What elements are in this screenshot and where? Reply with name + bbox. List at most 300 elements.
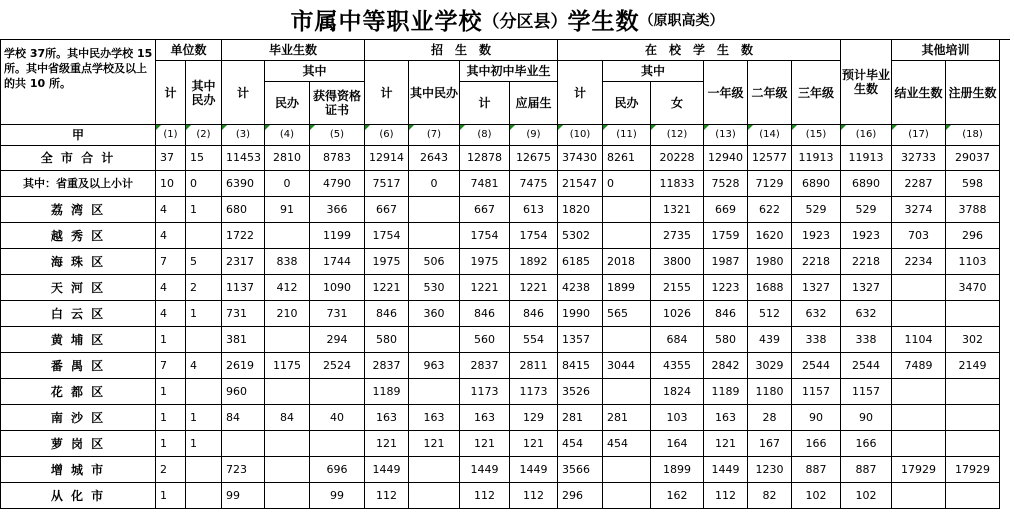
- row-label[interactable]: 全 市 合 计: [1, 146, 156, 171]
- table-cell[interactable]: 731: [222, 301, 265, 327]
- table-cell[interactable]: 1: [156, 327, 186, 353]
- table-cell[interactable]: 112: [365, 483, 409, 509]
- table-cell[interactable]: 0: [265, 171, 310, 197]
- table-cell[interactable]: 11913: [792, 146, 841, 171]
- row-label[interactable]: 荔 湾 区: [1, 197, 156, 223]
- table-cell[interactable]: [946, 405, 1000, 431]
- table-cell[interactable]: 1189: [704, 379, 748, 405]
- table-cell[interactable]: 163: [409, 405, 460, 431]
- table-cell[interactable]: 2811: [510, 353, 558, 379]
- table-cell[interactable]: 1759: [704, 223, 748, 249]
- table-cell[interactable]: 1899: [651, 457, 704, 483]
- table-cell[interactable]: 99: [222, 483, 265, 509]
- table-cell[interactable]: 4790: [310, 171, 365, 197]
- table-cell[interactable]: 1357: [558, 327, 603, 353]
- table-cell[interactable]: 11453: [222, 146, 265, 171]
- table-cell[interactable]: 103: [651, 405, 704, 431]
- table-cell[interactable]: 530: [409, 275, 460, 301]
- table-cell[interactable]: [310, 379, 365, 405]
- table-cell[interactable]: 1754: [460, 223, 510, 249]
- table-row: [1, 327, 1000, 353]
- table-row: [1, 223, 1000, 249]
- col-expected-graduates: 预计毕业生数: [841, 40, 892, 125]
- table-cell[interactable]: 2218: [792, 249, 841, 275]
- table-cell[interactable]: 4: [186, 353, 222, 379]
- table-cell[interactable]: 381: [222, 327, 265, 353]
- index-cell[interactable]: (6): [365, 125, 409, 146]
- table-cell[interactable]: 281: [603, 405, 651, 431]
- table-row: [1, 483, 1000, 509]
- table-cell[interactable]: 1722: [222, 223, 265, 249]
- index-cell[interactable]: (2): [186, 125, 222, 146]
- table-cell[interactable]: 8261: [603, 146, 651, 171]
- table-cell[interactable]: [265, 457, 310, 483]
- table-cell[interactable]: 7129: [748, 171, 792, 197]
- table-cell[interactable]: 580: [365, 327, 409, 353]
- table-cell[interactable]: 40: [310, 405, 365, 431]
- table-cell[interactable]: 1103: [946, 249, 1000, 275]
- row-label[interactable]: 海 珠 区: [1, 249, 156, 275]
- table-cell[interactable]: [892, 405, 946, 431]
- table-cell[interactable]: 28: [748, 405, 792, 431]
- table-cell[interactable]: 1975: [460, 249, 510, 275]
- table-cell[interactable]: 2735: [651, 223, 704, 249]
- table-cell[interactable]: 8415: [558, 353, 603, 379]
- table-cell[interactable]: [603, 483, 651, 509]
- table-cell[interactable]: 1: [186, 197, 222, 223]
- table-cell[interactable]: 11833: [651, 171, 704, 197]
- table-cell[interactable]: [603, 379, 651, 405]
- index-cell[interactable]: (13): [704, 125, 748, 146]
- table-cell[interactable]: 1175: [265, 353, 310, 379]
- table-cell[interactable]: 1223: [704, 275, 748, 301]
- table-cell[interactable]: [946, 301, 1000, 327]
- index-cell[interactable]: (14): [748, 125, 792, 146]
- table-cell[interactable]: 1221: [510, 275, 558, 301]
- table-cell[interactable]: 669: [704, 197, 748, 223]
- table-cell[interactable]: 12577: [748, 146, 792, 171]
- table-cell[interactable]: 2619: [222, 353, 265, 379]
- table-cell[interactable]: 102: [792, 483, 841, 509]
- table-cell[interactable]: 6890: [792, 171, 841, 197]
- table-cell[interactable]: 838: [265, 249, 310, 275]
- table-cell[interactable]: 0: [603, 171, 651, 197]
- index-cell[interactable]: (17): [892, 125, 946, 146]
- table-cell[interactable]: [265, 223, 310, 249]
- table-cell[interactable]: 167: [748, 431, 792, 457]
- table-cell[interactable]: 4: [156, 197, 186, 223]
- table-cell[interactable]: 99: [310, 483, 365, 509]
- table-cell[interactable]: [603, 457, 651, 483]
- table-cell[interactable]: 366: [310, 197, 365, 223]
- table-cell[interactable]: 529: [792, 197, 841, 223]
- index-cell[interactable]: (7): [409, 125, 460, 146]
- col-unit-total: 计: [156, 61, 186, 125]
- table-cell[interactable]: 1157: [792, 379, 841, 405]
- table-cell[interactable]: 84: [265, 405, 310, 431]
- table-cell[interactable]: 1923: [841, 223, 892, 249]
- index-cell[interactable]: (9): [510, 125, 558, 146]
- table-cell[interactable]: 7: [156, 353, 186, 379]
- table-cell[interactable]: 2643: [409, 146, 460, 171]
- table-cell[interactable]: 112: [460, 483, 510, 509]
- table-cell[interactable]: 846: [365, 301, 409, 327]
- table-cell[interactable]: 4: [156, 223, 186, 249]
- table-cell[interactable]: 296: [946, 223, 1000, 249]
- table-cell[interactable]: [265, 327, 310, 353]
- table-cell[interactable]: 294: [310, 327, 365, 353]
- table-cell[interactable]: 121: [409, 431, 460, 457]
- table-cell[interactable]: 5302: [558, 223, 603, 249]
- table-cell[interactable]: 1173: [510, 379, 558, 405]
- index-cell[interactable]: (12): [651, 125, 704, 146]
- table-cell[interactable]: 1: [156, 483, 186, 509]
- table-cell[interactable]: 2149: [946, 353, 1000, 379]
- table-cell[interactable]: 1: [186, 405, 222, 431]
- col-grade2: 二年级: [748, 61, 792, 125]
- table-cell[interactable]: 632: [792, 301, 841, 327]
- table-cell[interactable]: 1327: [792, 275, 841, 301]
- table-cell[interactable]: 338: [792, 327, 841, 353]
- table-cell[interactable]: 5: [186, 249, 222, 275]
- table-cell[interactable]: [892, 275, 946, 301]
- table-cell[interactable]: 7517: [365, 171, 409, 197]
- table-cell[interactable]: 129: [510, 405, 558, 431]
- table-cell[interactable]: 1688: [748, 275, 792, 301]
- table-cell[interactable]: 281: [558, 405, 603, 431]
- table-cell[interactable]: 7528: [704, 171, 748, 197]
- table-cell[interactable]: 696: [310, 457, 365, 483]
- table-cell[interactable]: 2317: [222, 249, 265, 275]
- table-cell[interactable]: 210: [265, 301, 310, 327]
- table-cell[interactable]: 1449: [510, 457, 558, 483]
- table-cell[interactable]: 84: [222, 405, 265, 431]
- table-cell[interactable]: 1221: [460, 275, 510, 301]
- row-label[interactable]: 天 河 区: [1, 275, 156, 301]
- table-cell[interactable]: 1199: [310, 223, 365, 249]
- table-cell[interactable]: 554: [510, 327, 558, 353]
- table-cell[interactable]: 1899: [603, 275, 651, 301]
- table-cell[interactable]: 7475: [510, 171, 558, 197]
- table-cell[interactable]: 529: [841, 197, 892, 223]
- index-cell[interactable]: (8): [460, 125, 510, 146]
- table-cell[interactable]: 598: [946, 171, 1000, 197]
- table-cell[interactable]: 1104: [892, 327, 946, 353]
- table-cell[interactable]: 164: [651, 431, 704, 457]
- table-cell[interactable]: 82: [748, 483, 792, 509]
- table-cell[interactable]: [946, 483, 1000, 509]
- table-cell[interactable]: 29037: [946, 146, 1000, 171]
- table-cell[interactable]: [892, 431, 946, 457]
- table-cell[interactable]: 20228: [651, 146, 704, 171]
- table-cell[interactable]: 1: [156, 405, 186, 431]
- index-cell[interactable]: (5): [310, 125, 365, 146]
- page-title-suffix: 学生数: [567, 8, 640, 35]
- table-cell[interactable]: 32733: [892, 146, 946, 171]
- table-cell[interactable]: 6390: [222, 171, 265, 197]
- table-cell[interactable]: 560: [460, 327, 510, 353]
- table-cell[interactable]: 3274: [892, 197, 946, 223]
- table-cell[interactable]: 3566: [558, 457, 603, 483]
- table-cell[interactable]: 11913: [841, 146, 892, 171]
- table-cell[interactable]: 667: [460, 197, 510, 223]
- table-cell[interactable]: 580: [704, 327, 748, 353]
- index-cell[interactable]: (3): [222, 125, 265, 146]
- table-cell[interactable]: 1620: [748, 223, 792, 249]
- index-cell[interactable]: (10): [558, 125, 603, 146]
- table-cell[interactable]: 846: [704, 301, 748, 327]
- table-cell[interactable]: [265, 483, 310, 509]
- table-cell[interactable]: 2234: [892, 249, 946, 275]
- table-cell[interactable]: 846: [510, 301, 558, 327]
- row-label[interactable]: 番 禺 区: [1, 353, 156, 379]
- table-cell[interactable]: [409, 223, 460, 249]
- row-label[interactable]: 增 城 市: [1, 457, 156, 483]
- index-cell[interactable]: (15): [792, 125, 841, 146]
- table-row: [1, 405, 1000, 431]
- table-cell[interactable]: 506: [409, 249, 460, 275]
- group-in-school: 在 校 学 生 数: [558, 40, 841, 61]
- table-cell[interactable]: 960: [222, 379, 265, 405]
- col-school-private: 民办: [603, 82, 651, 125]
- table-cell[interactable]: 302: [946, 327, 1000, 353]
- table-cell[interactable]: [892, 379, 946, 405]
- table-cell[interactable]: 90: [841, 405, 892, 431]
- table-cell[interactable]: 703: [892, 223, 946, 249]
- table-cell[interactable]: 684: [651, 327, 704, 353]
- table-cell[interactable]: 1: [156, 379, 186, 405]
- table-cell[interactable]: 454: [603, 431, 651, 457]
- table-cell[interactable]: 1157: [841, 379, 892, 405]
- table-cell[interactable]: 2018: [603, 249, 651, 275]
- table-cell[interactable]: 1327: [841, 275, 892, 301]
- table-cell[interactable]: 1892: [510, 249, 558, 275]
- table-cell[interactable]: 439: [748, 327, 792, 353]
- table-cell[interactable]: 4355: [651, 353, 704, 379]
- table-cell[interactable]: 4238: [558, 275, 603, 301]
- table-cell[interactable]: 613: [510, 197, 558, 223]
- table-cell[interactable]: 1: [156, 431, 186, 457]
- table-cell[interactable]: 512: [748, 301, 792, 327]
- table-cell[interactable]: 338: [841, 327, 892, 353]
- table-cell[interactable]: 3788: [946, 197, 1000, 223]
- table-cell[interactable]: 2287: [892, 171, 946, 197]
- table-cell[interactable]: 1923: [792, 223, 841, 249]
- table-cell[interactable]: 1: [186, 431, 222, 457]
- table-cell[interactable]: 7481: [460, 171, 510, 197]
- table-cell[interactable]: 723: [222, 457, 265, 483]
- table-cell[interactable]: 1990: [558, 301, 603, 327]
- row-label[interactable]: 白 云 区: [1, 301, 156, 327]
- table-cell[interactable]: 166: [841, 431, 892, 457]
- table-cell[interactable]: 1987: [704, 249, 748, 275]
- table-cell[interactable]: 2837: [365, 353, 409, 379]
- table-cell[interactable]: 4: [156, 301, 186, 327]
- table-cell[interactable]: 121: [704, 431, 748, 457]
- table-cell[interactable]: 12675: [510, 146, 558, 171]
- table-cell[interactable]: [892, 301, 946, 327]
- table-cell[interactable]: [409, 483, 460, 509]
- group-units: 单位数: [156, 40, 222, 61]
- index-cell[interactable]: (18): [946, 125, 1000, 146]
- table-cell[interactable]: 2544: [841, 353, 892, 379]
- table-cell[interactable]: 102: [841, 483, 892, 509]
- title-row: [0, 0, 1014, 40]
- table-cell[interactable]: 887: [792, 457, 841, 483]
- table-cell[interactable]: 1744: [310, 249, 365, 275]
- table-cell[interactable]: 37430: [558, 146, 603, 171]
- table-cell[interactable]: [409, 457, 460, 483]
- table-cell[interactable]: 1221: [365, 275, 409, 301]
- table-cell[interactable]: 21547: [558, 171, 603, 197]
- table-cell[interactable]: 112: [704, 483, 748, 509]
- table-cell[interactable]: 7: [156, 249, 186, 275]
- index-cell[interactable]: (4): [265, 125, 310, 146]
- table-cell[interactable]: 1824: [651, 379, 704, 405]
- table-cell[interactable]: 1754: [510, 223, 558, 249]
- table-cell[interactable]: 10: [156, 171, 186, 197]
- table-cell[interactable]: 37: [156, 146, 186, 171]
- table-cell[interactable]: 454: [558, 431, 603, 457]
- table-cell[interactable]: 90: [792, 405, 841, 431]
- table-cell[interactable]: 1173: [460, 379, 510, 405]
- table-cell[interactable]: 17929: [946, 457, 1000, 483]
- table-cell[interactable]: [603, 223, 651, 249]
- table-cell[interactable]: 1137: [222, 275, 265, 301]
- table-cell[interactable]: 632: [841, 301, 892, 327]
- table-cell[interactable]: 15: [186, 146, 222, 171]
- table-cell[interactable]: 0: [409, 171, 460, 197]
- table-cell[interactable]: 1180: [748, 379, 792, 405]
- table-cell[interactable]: 6185: [558, 249, 603, 275]
- table-cell[interactable]: 163: [460, 405, 510, 431]
- table-cell[interactable]: 2155: [651, 275, 704, 301]
- row-label[interactable]: 南 沙 区: [1, 405, 156, 431]
- row-label[interactable]: 萝 岗 区: [1, 431, 156, 457]
- table-cell[interactable]: 1980: [748, 249, 792, 275]
- index-cell[interactable]: (11): [603, 125, 651, 146]
- window-edge: [1010, 0, 1014, 513]
- table-cell[interactable]: 3800: [651, 249, 704, 275]
- table-cell[interactable]: [409, 197, 460, 223]
- table-cell[interactable]: 2: [186, 275, 222, 301]
- table-cell[interactable]: 2524: [310, 353, 365, 379]
- table-cell[interactable]: 1449: [704, 457, 748, 483]
- table-cell[interactable]: 7489: [892, 353, 946, 379]
- table-cell[interactable]: 296: [558, 483, 603, 509]
- table-cell[interactable]: 2218: [841, 249, 892, 275]
- row-label[interactable]: 越 秀 区: [1, 223, 156, 249]
- table-cell[interactable]: [892, 483, 946, 509]
- table-cell[interactable]: 163: [704, 405, 748, 431]
- table-cell[interactable]: 846: [460, 301, 510, 327]
- table-cell[interactable]: 1820: [558, 197, 603, 223]
- index-label: 甲: [1, 125, 156, 146]
- table-cell[interactable]: 121: [365, 431, 409, 457]
- subgroup-enroll-junior: 其中初中毕业生: [460, 61, 558, 82]
- table-cell[interactable]: 162: [651, 483, 704, 509]
- table-cell[interactable]: 121: [460, 431, 510, 457]
- table-cell[interactable]: 6890: [841, 171, 892, 197]
- index-cell[interactable]: (16): [841, 125, 892, 146]
- table-cell[interactable]: 2837: [460, 353, 510, 379]
- table-cell[interactable]: [603, 197, 651, 223]
- table-cell[interactable]: [186, 223, 222, 249]
- table-cell[interactable]: 3029: [748, 353, 792, 379]
- table-cell[interactable]: 622: [748, 197, 792, 223]
- table-cell[interactable]: 17929: [892, 457, 946, 483]
- table-cell[interactable]: 0: [186, 171, 222, 197]
- table-cell[interactable]: 1230: [748, 457, 792, 483]
- table-cell[interactable]: [310, 431, 365, 457]
- row-label[interactable]: 从 化 市: [1, 483, 156, 509]
- table-cell[interactable]: 667: [365, 197, 409, 223]
- table-cell[interactable]: 1026: [651, 301, 704, 327]
- index-cell[interactable]: (1): [156, 125, 186, 146]
- table-cell[interactable]: 412: [265, 275, 310, 301]
- table-cell[interactable]: 2810: [265, 146, 310, 171]
- table-cell[interactable]: 887: [841, 457, 892, 483]
- table-cell[interactable]: 2: [156, 457, 186, 483]
- table-cell[interactable]: 4: [156, 275, 186, 301]
- table-cell[interactable]: 1090: [310, 275, 365, 301]
- table-cell[interactable]: 731: [310, 301, 365, 327]
- table-cell[interactable]: 12878: [460, 146, 510, 171]
- table-cell[interactable]: 112: [510, 483, 558, 509]
- table-cell[interactable]: 360: [409, 301, 460, 327]
- table-cell[interactable]: 91: [265, 197, 310, 223]
- table-cell[interactable]: 1321: [651, 197, 704, 223]
- table-cell[interactable]: [186, 483, 222, 509]
- table-cell[interactable]: 12940: [704, 146, 748, 171]
- table-cell[interactable]: [222, 431, 265, 457]
- table-cell[interactable]: 1189: [365, 379, 409, 405]
- col-grad-cert: 获得资格证书: [310, 82, 365, 125]
- table-cell[interactable]: 2544: [792, 353, 841, 379]
- table-cell[interactable]: [265, 431, 310, 457]
- table-cell[interactable]: 2842: [704, 353, 748, 379]
- table-cell[interactable]: [603, 327, 651, 353]
- table-cell[interactable]: 1449: [365, 457, 409, 483]
- table-cell[interactable]: [409, 327, 460, 353]
- table-cell[interactable]: 1: [186, 301, 222, 327]
- table-cell[interactable]: 166: [792, 431, 841, 457]
- table-cell[interactable]: 163: [365, 405, 409, 431]
- table-cell[interactable]: [186, 457, 222, 483]
- table-cell[interactable]: [186, 327, 222, 353]
- table-cell[interactable]: 12914: [365, 146, 409, 171]
- row-label[interactable]: 黄 埔 区: [1, 327, 156, 353]
- table-cell[interactable]: 1449: [460, 457, 510, 483]
- row-label[interactable]: 其中：省重及以上小计: [1, 171, 156, 197]
- table-cell[interactable]: 121: [510, 431, 558, 457]
- table-cell[interactable]: 8783: [310, 146, 365, 171]
- table-cell[interactable]: 565: [603, 301, 651, 327]
- row-label[interactable]: 花 都 区: [1, 379, 156, 405]
- table-cell[interactable]: 3044: [603, 353, 651, 379]
- table-cell[interactable]: 3526: [558, 379, 603, 405]
- table-cell[interactable]: 963: [409, 353, 460, 379]
- table-cell[interactable]: [946, 431, 1000, 457]
- table-cell[interactable]: [186, 379, 222, 405]
- table-cell[interactable]: [409, 379, 460, 405]
- table-cell[interactable]: 680: [222, 197, 265, 223]
- table-cell[interactable]: 3470: [946, 275, 1000, 301]
- table-cell[interactable]: 1754: [365, 223, 409, 249]
- table-cell[interactable]: 1975: [365, 249, 409, 275]
- table-cell[interactable]: [265, 379, 310, 405]
- table-cell[interactable]: [946, 379, 1000, 405]
